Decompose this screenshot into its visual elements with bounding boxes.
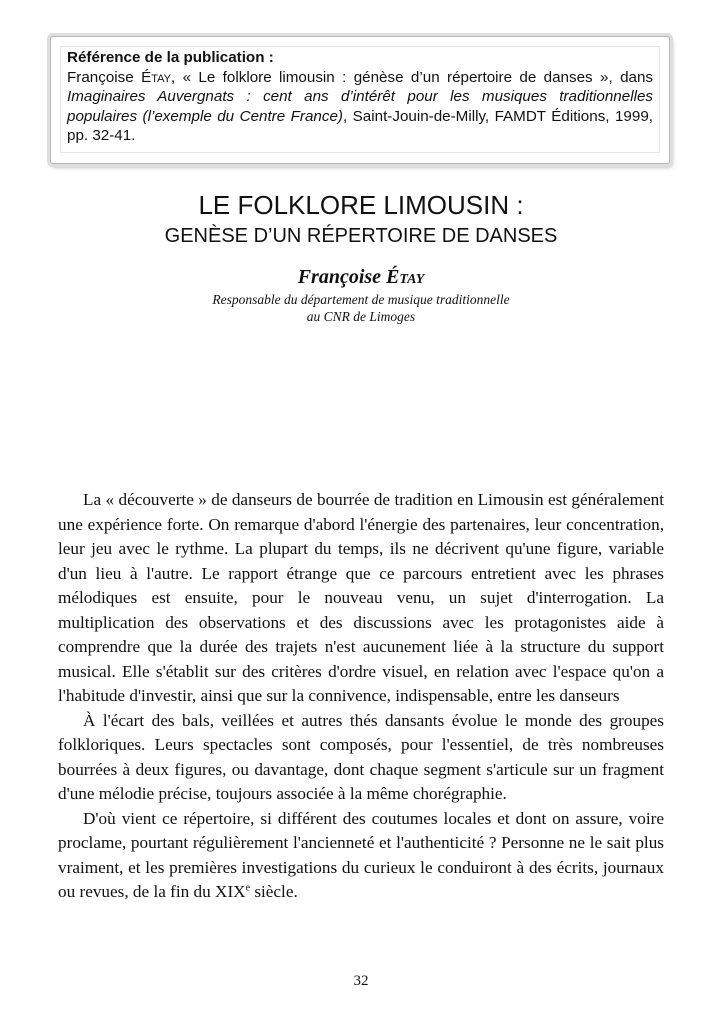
article-body [58, 488, 664, 905]
article-subtitle: GENÈSE D’UN RÉPERTOIRE DE DANSES [164, 225, 558, 247]
page-number: 32 [353, 973, 369, 989]
reference-citation-end: , Saint-Jouin-de-Milly, FAMDT Éditions, 1999, pp. 32-41. [67, 107, 653, 145]
article-author-last-rest: tay [399, 266, 425, 288]
reference-book-title: Imaginaires Auvergnats : cent ans d’intérêt pour les musiques traditionnelles populaires (l’exemple du Centre France) [67, 88, 653, 125]
article-author-first: Françoise [297, 266, 387, 288]
article-author [0, 264, 722, 290]
reference-heading: Référence de la publication : [67, 49, 274, 66]
reference-author-last-rest: tay [151, 68, 171, 86]
body-paragraph-1: La « découverte » de danseurs de bourrée de tradition en Limousin est généralement une expérience forte. On remarque d'abord l'énergie des partenaires, leur concentration, leur jeu avec le rythme. La plupart du temps, ils ne décrivent qu'une figure, variable d'un lieu à l'autre. Le rapport étrange que ce parcours entretient avec les phrases mélodiques est ensuite, pour le nouveau venu, un sujet d'interrogation. La multiplication des observations et des discussions avec les protagonistes aide à comprendre que la durée des trajets n'est aucunement liée à la structure du support musical. Elle s'établit sur des critères d'ordre visuel, en relation avec l'espace qu'on a l'habitude d'investir, ainsi que sur la connivence, indispensable, entre les danseurs [58, 490, 664, 705]
affiliation-line-1: Responsable du département de musique traditionnelle [212, 292, 510, 307]
author-affiliation [0, 291, 722, 325]
affiliation-line-2: au CNR de Limoges [306, 309, 416, 324]
body-paragraph-2: À l'écart des bals, veillées et autres thés dansants évolue le monde des groupes folkloriques. Leurs spectacles sont composés, pour l'essentiel, de très nombreuses bourrées à deux figures, ou davantage, dont chaque segment s'articule sur un fragment d'une mélodie précise, toujours associée à la même chorégraphie. [58, 710, 664, 803]
publication-reference-box [50, 36, 670, 164]
reference-citation-start: , « Le folklore limousin : génèse d’un répertoire de danses », dans [170, 68, 654, 86]
body-paragraph-3-start: D'où vient ce répertoire, si différent des coutumes locales et dont on assure, voire proclame, pourtant régulièrement l'ancienneté et l'authenticité ? Personne ne le sait plus vraiment, et les premières investigations du curieux le conduiront à des écrits, journaux ou revues, de la fin du XIX [58, 808, 664, 901]
reference-author-last-initial: É [141, 68, 152, 86]
body-paragraph-3-end: siècle. [250, 882, 298, 901]
reference-author-first: Françoise [67, 68, 142, 86]
article-title: LE FOLKLORE LIMOUSIN : [198, 190, 524, 220]
article-author-last-initial: É [386, 266, 400, 288]
body-paragraph-3 [58, 807, 664, 905]
publication-reference-text [60, 46, 660, 153]
reference-citation [67, 68, 653, 146]
century-superscript: e [245, 882, 251, 894]
